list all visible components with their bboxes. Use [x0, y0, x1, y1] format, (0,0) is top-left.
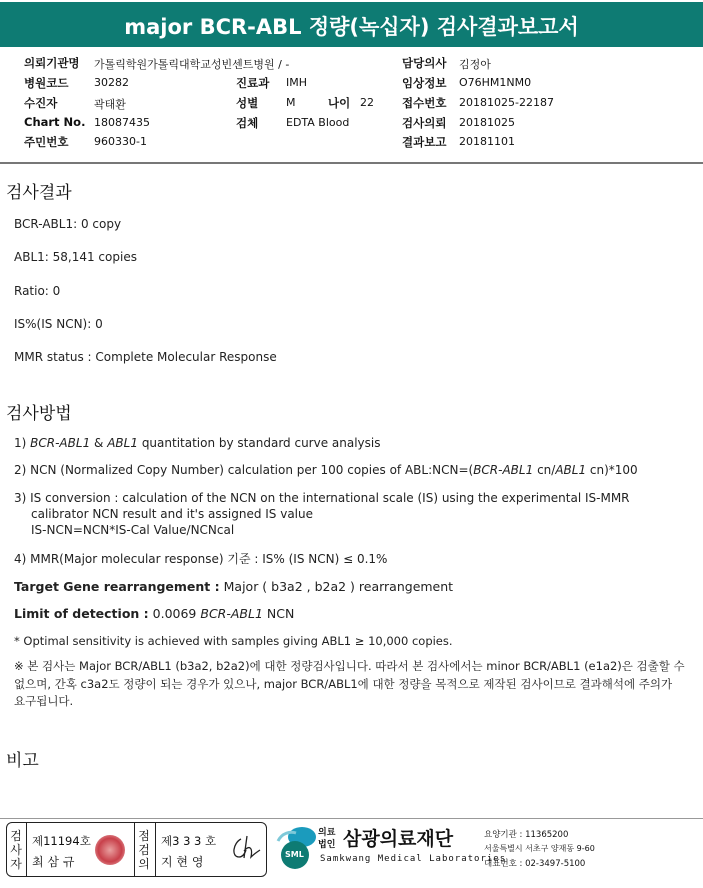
specimen-label: 검체: [236, 116, 259, 130]
resident-no-label: 주민번호: [24, 135, 69, 149]
method-item-3-line-1: 3) IS conversion : calculation of the NCN on the international scale (IS) using the experimental IS-MMR: [14, 491, 630, 505]
tester-role-char: 검: [10, 829, 22, 843]
resident-no-value: 960330-1: [94, 135, 147, 148]
org-code: 요양기관 : 11365200: [484, 830, 569, 840]
report-date-label: 결과보고: [402, 135, 447, 149]
org-name: 삼광의료재단: [343, 828, 454, 850]
tester-role-char: 자: [10, 857, 22, 871]
method-item-2-post: cn)*100: [589, 463, 638, 477]
divider: [26, 823, 27, 876]
clinical-info-label: 임상정보: [402, 76, 447, 90]
receipt-no-label: 접수번호: [402, 96, 447, 110]
result-is-percent: IS%(IS NCN): 0: [14, 317, 103, 331]
divider: [155, 823, 156, 876]
gene-abl1: ABL1: [107, 436, 138, 450]
org-phone: 대표번호 : 02-3497-5100: [484, 859, 586, 869]
method-item-1-num: 1): [14, 436, 27, 450]
ampersand: &: [94, 436, 104, 450]
method-item-3-line-2: calibrator NCN result and it's assigned IS value: [31, 507, 313, 521]
sml-logo: [272, 823, 318, 869]
receipt-no-value: 20181025-22187: [459, 96, 554, 109]
disclaimer-note: ※ 본 검사는 Major BCR/ABL1 (b3a2, b2a2)에 대한 정량검사입니다. 따라서 본 검사에서는 minor BCR/ABL1 (e1a2)은 검출할 수 없으며, 간혹 c3a2도 정량이 되는 경우가 있으나, major BCR/ABL1에 대한 정량을 목적으로 제작된 검사이므로 결과해석에 주의가 요구됩니다.: [14, 659, 685, 708]
target-gene: [14, 579, 453, 594]
hospital-code-value: 30282: [94, 76, 129, 89]
method-item-4: 4) MMR(Major molecular response) 기준 : IS% (IS NCN) ≤ 0.1%: [14, 552, 388, 566]
org-prefix: [318, 827, 335, 851]
footer-divider: [0, 818, 703, 819]
patient-label: 수진자: [24, 96, 58, 110]
header-divider: [0, 162, 703, 164]
result-abl1: ABL1: 58,141 copies: [14, 250, 137, 264]
gene-abl1: ABL1: [555, 463, 587, 477]
org-name-en: Samkwang Medical Laboratories: [320, 854, 507, 864]
org-address: 서울특별시 서초구 양재동 9-60: [484, 844, 595, 853]
doctor-value: 김정아: [459, 58, 491, 71]
gene-bcr-abl1: BCR-ABL1: [473, 463, 534, 477]
method-item-2: [14, 463, 638, 478]
org-prefix-top: 의료: [318, 828, 336, 838]
result-bcr-abl1: BCR-ABL1: 0 copy: [14, 217, 122, 231]
chart-no-label: Chart No.: [24, 115, 86, 129]
target-gene-label: Target Gene rearrangement :: [14, 579, 220, 594]
method-item-2-pre: 2) NCN (Normalized Copy Number) calculation per 100 copies of ABL:NCN=(: [14, 463, 474, 477]
chart-no-value: 18087435: [94, 116, 150, 129]
results-section-title: 검사결과: [6, 183, 72, 203]
inspector-role-char: 의: [138, 857, 150, 871]
result-mmr-status: MMR status : Complete Molecular Response: [14, 350, 277, 364]
report-title: major BCR-ABL 정량(녹십자) 검사결과보고서: [0, 0, 703, 47]
department-value: IMH: [286, 76, 308, 89]
tester-role-label: [9, 829, 23, 871]
age-label: 나이: [328, 96, 351, 110]
inspector-role-char: 점: [138, 829, 150, 843]
method-item-2-mid: cn/: [537, 463, 556, 477]
request-date-value: 20181025: [459, 116, 515, 129]
lod-unit: NCN: [266, 606, 295, 621]
sml-logo-text: SML: [285, 850, 304, 859]
inspector-license-no: 제3 3 3 호: [161, 834, 217, 848]
tester-role-char: 사: [10, 843, 22, 857]
tester-name: 최 삼 규: [32, 855, 75, 869]
doctor-label: 담당의사: [402, 56, 447, 70]
hospital-code-label: 병원코드: [24, 76, 69, 90]
inspector-role-label: [137, 829, 151, 871]
sex-value: M: [286, 96, 296, 109]
method-item-3-line-3: IS-NCN=NCN*IS-Cal Value/NCNcal: [31, 523, 235, 537]
report-date-value: 20181101: [459, 135, 515, 148]
sml-logo-icon: [272, 823, 318, 869]
referrer-value: 가톨릭학원가톨릭대학교성빈센트병원 / -: [94, 58, 290, 71]
method-item-1: [14, 436, 381, 451]
sex-label: 성별: [236, 96, 259, 110]
patient-value: 곽태환: [94, 98, 126, 111]
lod-value: 0.0069: [152, 606, 197, 621]
gene-bcr-abl1: BCR-ABL1: [200, 606, 263, 621]
specimen-value: EDTA Blood: [286, 116, 350, 129]
age-value: 22: [360, 96, 374, 109]
tester-license-no: 제11194호: [32, 834, 91, 848]
remarks-section-title: 비고: [6, 751, 39, 771]
handwritten-signature: [229, 833, 263, 863]
org-prefix-bottom: 법인: [318, 840, 336, 850]
sensitivity-note: * Optimal sensitivity is achieved with samples giving ABL1 ≥ 10,000 copies.: [14, 634, 453, 648]
department-label: 진료과: [236, 76, 270, 90]
method-section-title: 검사방법: [6, 404, 72, 424]
signature-box: [6, 822, 267, 877]
result-ratio: Ratio: 0: [14, 284, 61, 298]
seal-stamp: [95, 835, 125, 865]
method-item-1-text: quantitation by standard curve analysis: [141, 436, 381, 450]
lod-label: Limit of detection :: [14, 606, 149, 621]
clinical-info-value: O76HM1NM0: [459, 76, 532, 89]
referrer-label: 의뢰기관명: [24, 56, 80, 70]
limit-of-detection: [14, 606, 294, 621]
request-date-label: 검사의뢰: [402, 116, 447, 130]
inspector-role-char: 검: [138, 843, 150, 857]
target-gene-value: Major ( b3a2 , b2a2 ) rearrangement: [223, 579, 454, 594]
gene-bcr-abl1: BCR-ABL1: [30, 436, 91, 450]
divider: [134, 823, 135, 876]
inspector-name: 지 현 영: [161, 855, 204, 869]
